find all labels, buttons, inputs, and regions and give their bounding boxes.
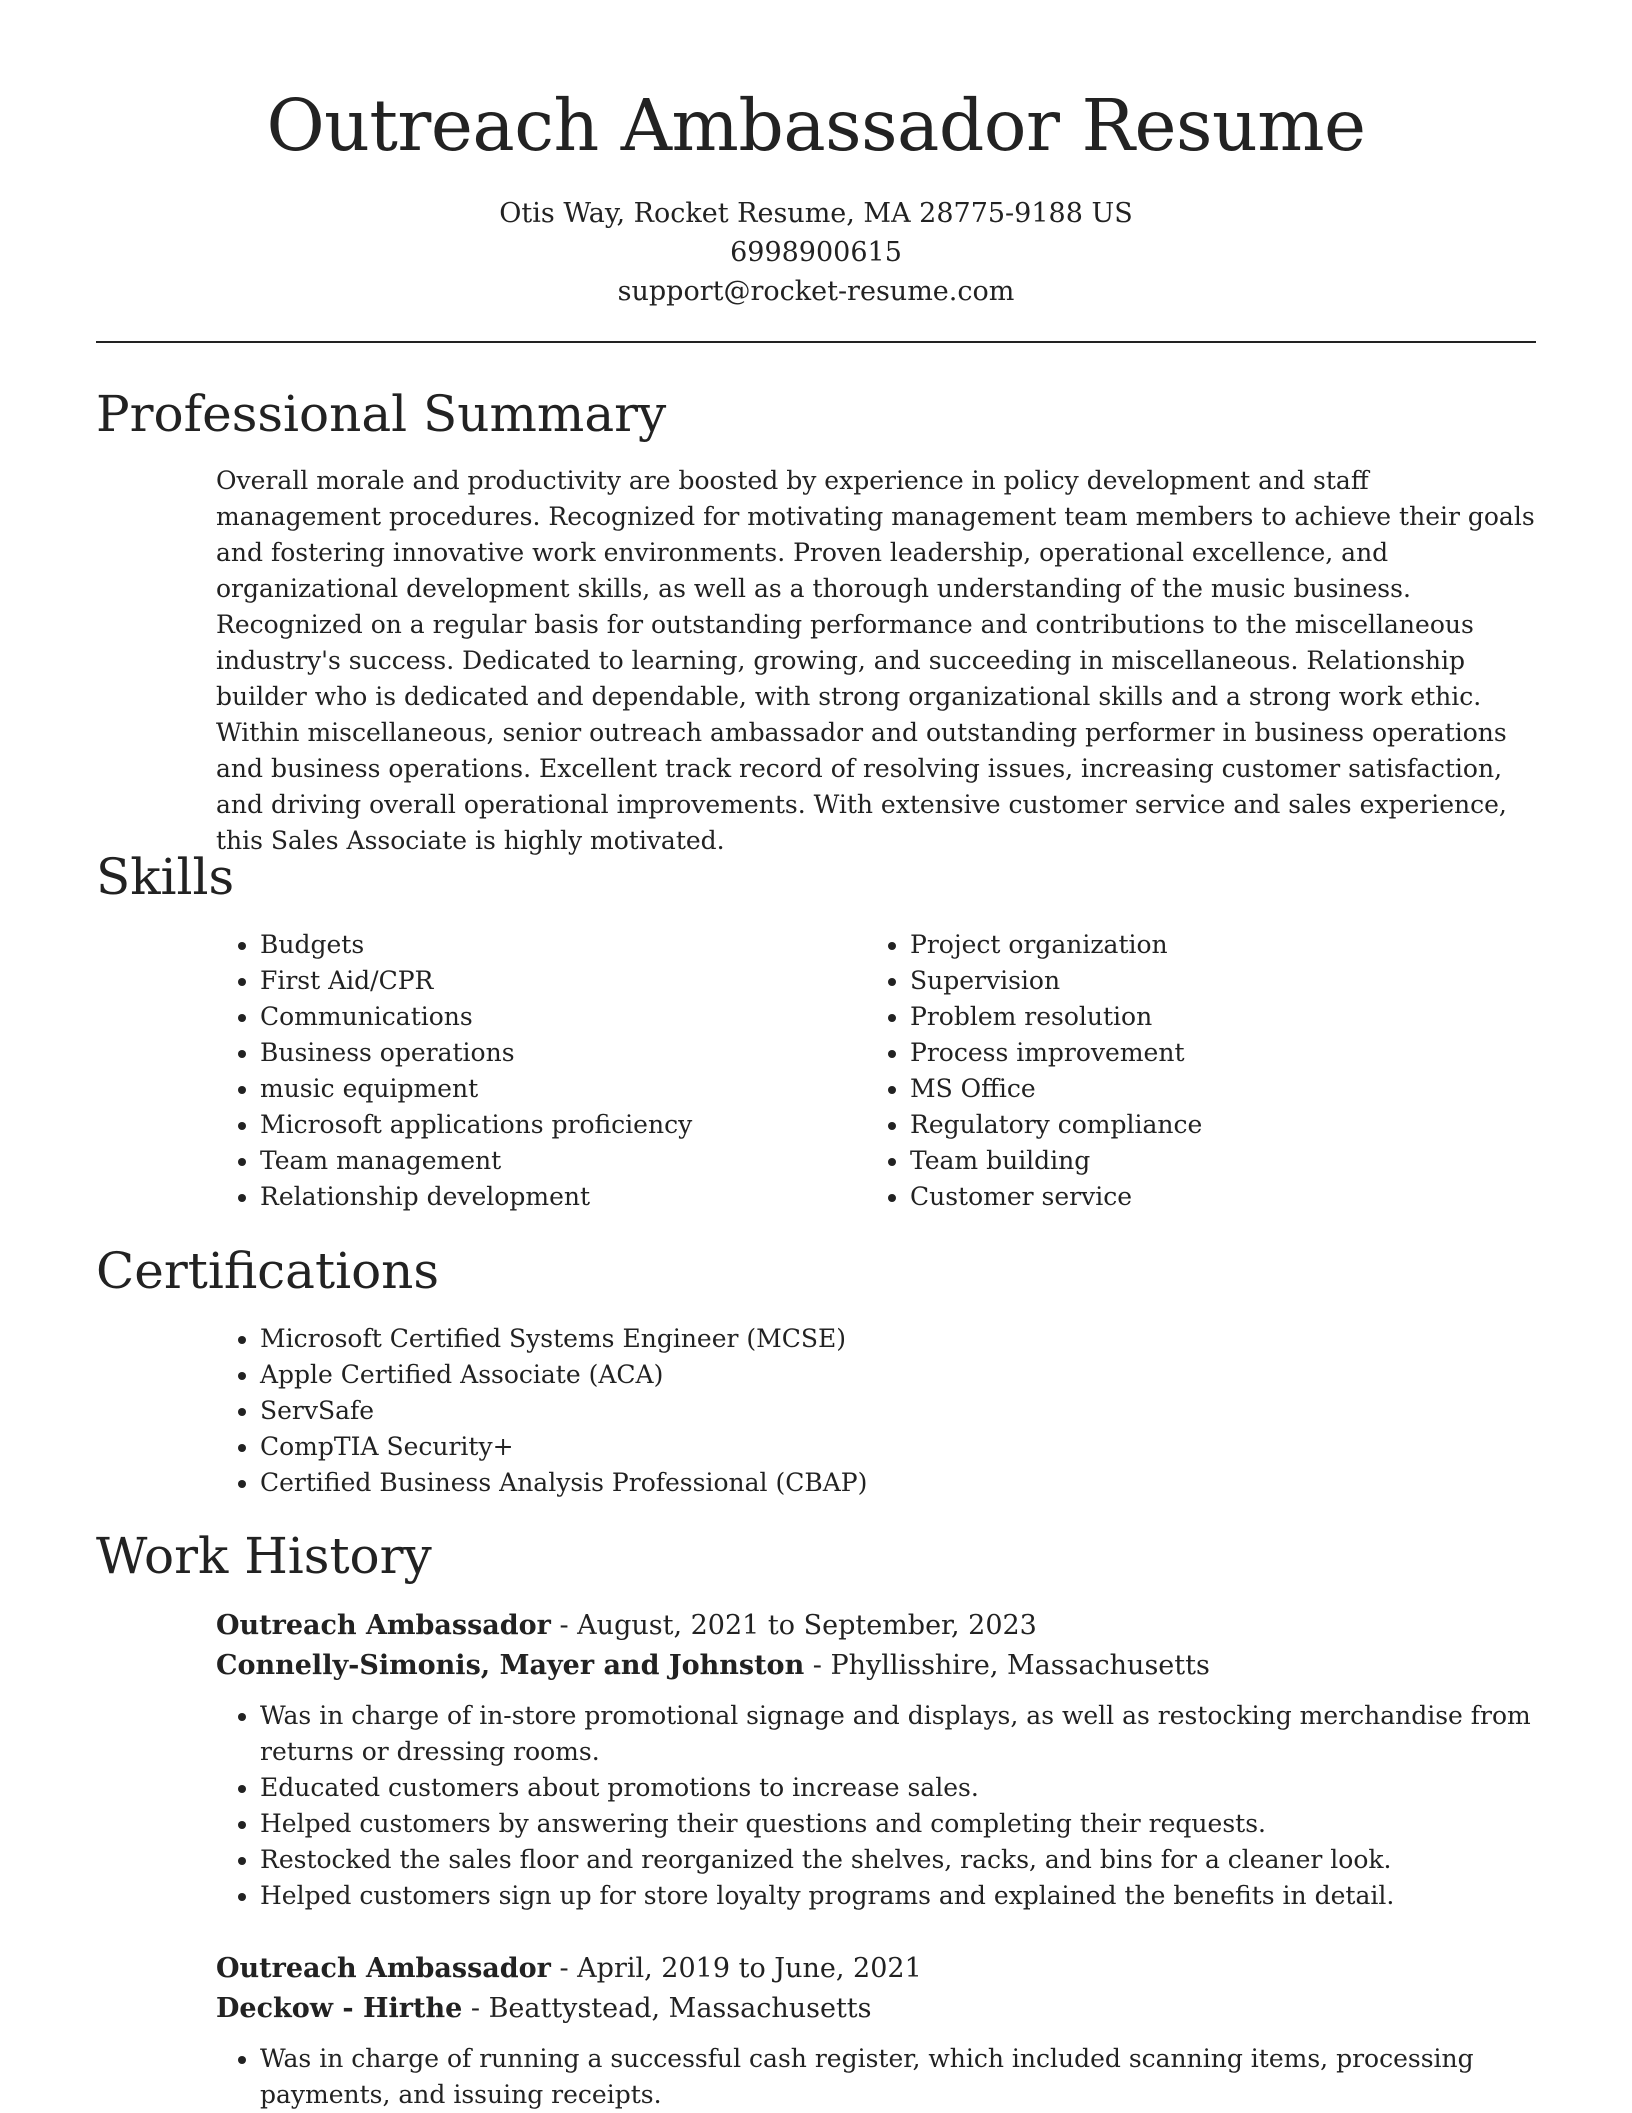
work-history-heading: Work History <box>96 1527 432 1585</box>
job-duty-item: • Was in charge of in-store promotional signage and displays, as well as restocking merchandise from returns or dressing rooms. <box>260 1698 1536 1770</box>
certifications-heading: Certifications <box>96 1242 440 1300</box>
skills-list-right <box>866 927 1486 1215</box>
skills-column-right <box>866 927 1486 1215</box>
skill-item: • Communications <box>260 999 836 1035</box>
resume-title: Outreach Ambassador Resume <box>266 84 1366 167</box>
summary-text: Overall morale and productivity are boosted by experience in policy development and staff management procedures. Recognized for motivating management team members to achieve their goals and fostering innovative work environments. Proven leadership, operational excellence, and organizational development skills, as well as a thorough understanding of the music business. Recognized on a regular basis for outstanding performance and contributions to the miscellaneous industry's success. Dedicated to learning, growing, and succeeding in miscellaneous. Relationship builder who is dedicated and dependable, with strong organizational skills and a strong work ethic. Within miscellaneous, senior outreach ambassador and outstanding performer in business operations and business operations. Excellent track record of resolving issues, increasing customer satisfaction, and driving overall operational improvements. With extensive customer service and sales experience, this Sales Associate is highly motivated. <box>216 466 1535 855</box>
skill-item: • Customer service <box>910 1179 1486 1215</box>
contact-block <box>0 194 1632 311</box>
job-duty-item: • Restocked the sales floor and reorganized the shelves, racks, and bins for a cleaner look. <box>260 1842 1536 1878</box>
contact-email: support@rocket-resume.com <box>617 276 1015 307</box>
job-duties-list <box>216 2041 1536 2113</box>
skill-item: • Microsoft applications proficiency <box>260 1107 836 1143</box>
contact-address: Otis Way, Rocket Resume, MA 28775-9188 US <box>499 198 1133 229</box>
job-location: - Beattystead, Massachusetts <box>462 1993 872 2024</box>
job-duty-item: • Was in charge of running a successful cash register, which included scanning items, processing payments, and issuing receipts. <box>260 2041 1536 2113</box>
skill-item: • Relationship development <box>260 1179 836 1215</box>
job-company: Connelly-Simonis, Mayer and Johnston <box>216 1650 805 1681</box>
certification-item: • CompTIA Security+ <box>260 1429 1536 1465</box>
skill-item: • Project organization <box>910 927 1486 963</box>
job-company-line <box>216 1989 1536 2029</box>
job-dates: - August, 2021 to September, 2023 <box>550 1610 1037 1641</box>
skills-list-left <box>216 927 836 1215</box>
skills-heading: Skills <box>96 848 235 906</box>
certification-item: • Microsoft Certified Systems Engineer (MCSE) <box>260 1321 1536 1357</box>
resume-header <box>0 0 1632 311</box>
certification-item: • Apple Certified Associate (ACA) <box>260 1357 1536 1393</box>
certification-item: • Certified Business Analysis Professional (CBAP) <box>260 1465 1536 1501</box>
skill-item: • Team management <box>260 1143 836 1179</box>
summary-heading: Professional Summary <box>96 385 667 443</box>
certifications-block <box>216 1321 1536 1501</box>
job-duties-list <box>216 1698 1536 1914</box>
skill-item: • music equipment <box>260 1071 836 1107</box>
skill-item: • Supervision <box>910 963 1486 999</box>
skills-column-left <box>216 927 836 1215</box>
skill-item: • Regulatory compliance <box>910 1107 1486 1143</box>
job-role: Outreach Ambassador <box>216 1953 551 1984</box>
skill-item: • Business operations <box>260 1035 836 1071</box>
skill-item: • MS Office <box>910 1071 1486 1107</box>
skill-item: • Process improvement <box>910 1035 1486 1071</box>
job-role-line <box>216 1606 1536 1646</box>
skill-item: • Problem resolution <box>910 999 1486 1035</box>
job-duty-item: • Helped customers by answering their questions and completing their requests. <box>260 1806 1536 1842</box>
job-dates: - April, 2019 to June, 2021 <box>550 1953 922 1984</box>
certification-item: • ServSafe <box>260 1393 1536 1429</box>
contact-phone: 6998900615 <box>730 237 902 268</box>
job-location: - Phyllisshire, Massachusetts <box>804 1650 1210 1681</box>
header-divider <box>96 341 1536 343</box>
skill-item: • Team building <box>910 1143 1486 1179</box>
job-company: Deckow - Hirthe <box>216 1993 463 2024</box>
job-entry <box>216 1949 1536 2113</box>
job-entry <box>216 1606 1536 1914</box>
certifications-list <box>216 1321 1536 1501</box>
job-duty-item: • Educated customers about promotions to increase sales. <box>260 1770 1536 1806</box>
job-role-line <box>216 1949 1536 1989</box>
job-duty-item: • Helped customers sign up for store loyalty programs and explained the benefits in detail. <box>260 1878 1536 1914</box>
job-role: Outreach Ambassador <box>216 1610 551 1641</box>
skill-item: • Budgets <box>260 927 836 963</box>
skill-item: • First Aid/CPR <box>260 963 836 999</box>
job-company-line <box>216 1646 1536 1686</box>
